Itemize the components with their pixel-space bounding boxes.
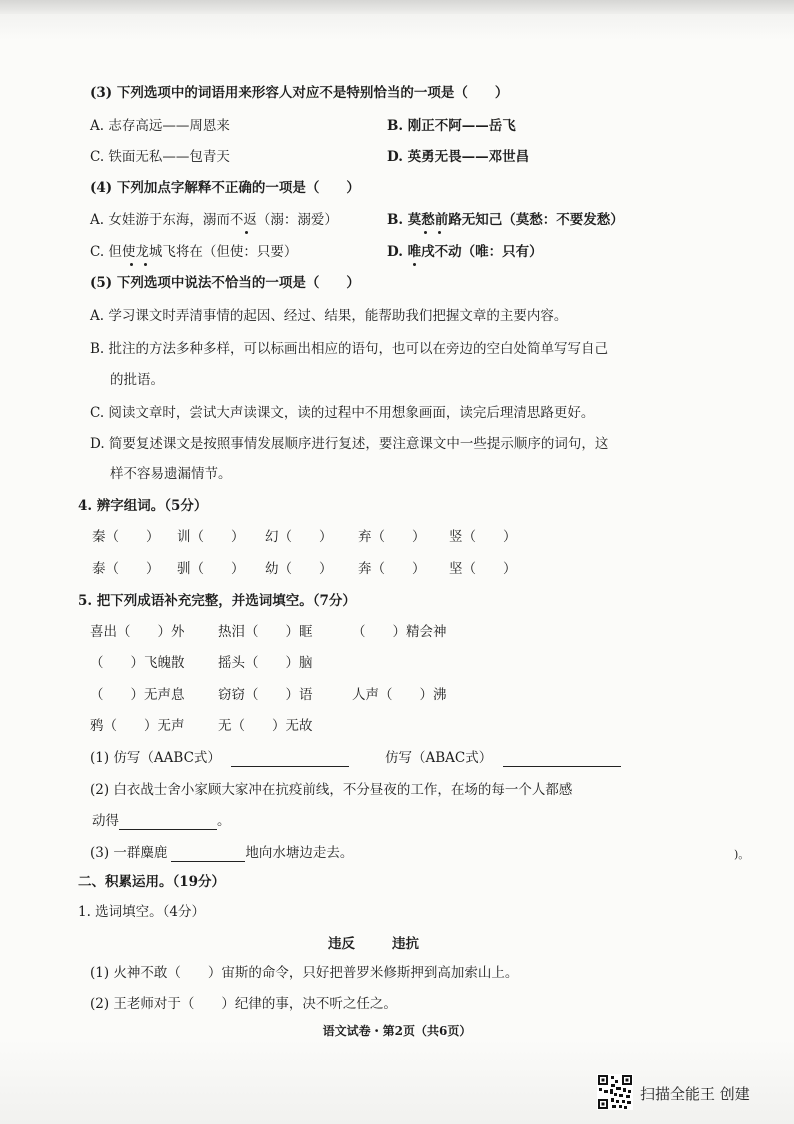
q3-option-d: D. 英勇无畏——邓世昌 xyxy=(387,149,530,165)
section4-heading: 4. 辨字组词。（5分） xyxy=(78,498,208,514)
emphasis-dot xyxy=(424,231,427,234)
q3-stem: (3) 下列选项中的词语用来形容人对应不是特别恰当的一项是（ ） xyxy=(90,85,509,101)
section2-heading: 二、积累运用。（19分） xyxy=(78,874,226,890)
q5-option-c: C. 阅读文章时，尝试大声读课文，读的过程中不用想象画面，读完后理清思路更好。 xyxy=(90,405,595,421)
s5-p1-line xyxy=(90,749,349,767)
watermark-text: 扫描全能王 创建 xyxy=(640,1085,750,1103)
s4-r1-c5: 竖（ ） xyxy=(449,529,517,545)
q5-option-d-cont: 样不容易遗漏情节。 xyxy=(110,466,232,482)
q4-stem: (4) 下列加点字解释不正确的一项是（ ） xyxy=(90,180,360,196)
s4-r1-c4: 弃（ ） xyxy=(358,529,426,545)
emphasis-dot xyxy=(413,263,416,266)
s4-r1-c3: 幻（ ） xyxy=(265,529,333,545)
s5-p1-line-b xyxy=(385,749,621,767)
s5-p2-end: 。 xyxy=(217,813,231,829)
s5-r3-c1: （ ）无声息 xyxy=(90,687,185,703)
s5-p3-text-b: 地向水塘边走去。 xyxy=(245,845,354,861)
s4-r2-c2: 驯（ ） xyxy=(177,561,245,577)
answer-blank[interactable] xyxy=(119,815,217,830)
s4-r1-c2: 训（ ） xyxy=(177,529,245,545)
s5-r1-c3: （ ）精会神 xyxy=(352,624,447,640)
word-option-2: 违抗 xyxy=(392,936,419,952)
page-footer: 语文试卷・第2页（共6页） xyxy=(322,1024,472,1038)
sec2-line2: (2) 王老师对于（ ）纪律的事，决不听之任之。 xyxy=(90,996,397,1012)
answer-blank[interactable] xyxy=(503,752,621,767)
q5-option-a: A. 学习课文时弄清事情的起因、经过、结果，能帮助我们把握文章的主要内容。 xyxy=(90,308,568,324)
q4-option-b: B. 莫愁前路无知己（莫愁：不要发愁） xyxy=(387,212,624,228)
emphasis-dot xyxy=(245,231,248,234)
s5-r1-c1: 喜出（ ）外 xyxy=(90,624,185,640)
s5-p1-label-b: 仿写（ABAC式） xyxy=(385,750,493,766)
q5-stem: (5) 下列选项中说法不恰当的一项是（ ） xyxy=(90,275,360,291)
s5-p2-line: (2) 白衣战士舍小家顾大家冲在抗疫前线，不分昼夜的工作，在场的每一个人都感 xyxy=(90,782,573,798)
q5-option-b: B. 批注的方法多种多样，可以标画出相应的语句，也可以在旁边的空白处简单写写自己 xyxy=(90,341,609,357)
s4-r2-c1: 泰（ ） xyxy=(92,561,160,577)
s4-r2-c3: 幼（ ） xyxy=(265,561,333,577)
margin-mark: )。 xyxy=(734,848,750,861)
word-option-1: 违反 xyxy=(328,936,355,952)
s5-r2-c2: 摇头（ ）脑 xyxy=(218,655,313,671)
s5-r3-c2: 窃窃（ ）语 xyxy=(218,687,313,703)
s5-r4-c2: 无（ ）无故 xyxy=(218,718,313,734)
s5-r4-c1: 鸦（ ）无声 xyxy=(90,718,185,734)
scan-shadow xyxy=(0,0,794,14)
q3-option-c: C. 铁面无私——包青天 xyxy=(90,149,230,165)
s5-r2-c1: （ ）飞魄散 xyxy=(90,655,185,671)
qr-code-icon xyxy=(597,1074,633,1110)
sec2-sub-heading: 1. 选词填空。（4分） xyxy=(78,904,206,920)
emphasis-dot xyxy=(130,263,133,266)
q5-option-b-cont: 的批语。 xyxy=(110,372,164,388)
s5-r3-c3: 人声（ ）沸 xyxy=(352,687,447,703)
s4-r1-c1: 秦（ ） xyxy=(92,529,160,545)
q4-option-a: A. 女娃游于东海，溺而不返（溺：溺爱） xyxy=(90,212,338,228)
q3-option-a: A. 志存高远——周恩来 xyxy=(90,118,230,134)
emphasis-dot xyxy=(438,231,441,234)
s5-r1-c2: 热泪（ ）眶 xyxy=(218,624,313,640)
section5-heading: 5. 把下列成语补充完整，并选词填空。（7分） xyxy=(78,593,356,609)
s5-p2-text: 动得 xyxy=(92,813,119,829)
s4-r2-c5: 坚（ ） xyxy=(449,561,517,577)
emphasis-dot xyxy=(144,263,147,266)
s5-p3-line xyxy=(90,844,353,862)
q4-option-d: D. 唯戌不动（唯：只有） xyxy=(387,244,543,260)
q3-option-b: B. 刚正不阿——岳飞 xyxy=(387,118,516,134)
s5-p1-label-a: (1) 仿写（AABC式） xyxy=(90,750,221,766)
q4-option-c: C. 但使龙城飞将在（但使：只要） xyxy=(90,244,298,260)
sec2-line1: (1) 火神不敢（ ）宙斯的命令，只好把普罗米修斯押到高加索山上。 xyxy=(90,965,519,981)
answer-blank[interactable] xyxy=(231,752,349,767)
s5-p2-cont xyxy=(92,812,231,830)
answer-blank[interactable] xyxy=(171,847,245,862)
s5-p3-text-a: (3) 一群麋鹿 xyxy=(90,845,168,861)
s4-r2-c4: 奔（ ） xyxy=(358,561,426,577)
q5-option-d: D. 简要复述课文是按照事情发展顺序进行复述，要注意课文中一些提示顺序的词句，这 xyxy=(90,436,609,452)
